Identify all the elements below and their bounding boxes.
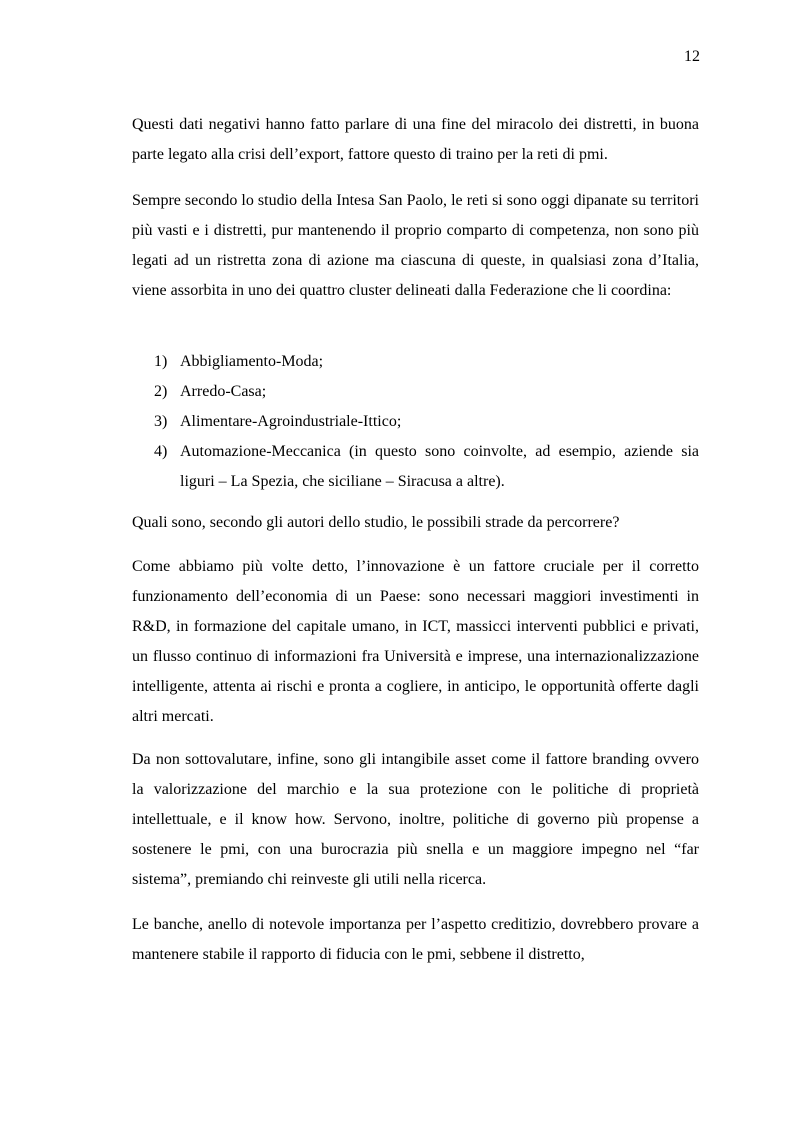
list-item-number: 4) xyxy=(154,443,168,460)
paragraph-text: Da non sottovalutare, infine, sono gli intangibile asset come il fattore branding ovvero la valorizzazione del marchio e la sua protezione con le politiche di proprietà intellettuale, e il know how. Servono, inoltre, politiche di governo più propense a sostenere le pmi, con una burocrazia più snella e un maggiore impegno nel “far sistema”, premiando chi reinveste gli utili nella ricerca. xyxy=(132,751,699,888)
list-item-text: Arredo-Casa; xyxy=(180,383,267,400)
paragraph-text: Quali sono, secondo gli autori dello studio, le possibili strade da percorrere? xyxy=(132,514,620,531)
list-item xyxy=(154,377,699,407)
paragraph-intangible-assets xyxy=(132,745,699,895)
list-item-number: 3) xyxy=(154,413,168,430)
list-item-number: 1) xyxy=(154,353,168,370)
list-item-text: Alimentare-Agroindustriale-Ittico; xyxy=(180,413,402,430)
list-item xyxy=(154,407,699,437)
paragraph-innovation xyxy=(132,552,699,732)
paragraph-text: Come abbiamo più volte detto, l’innovazione è un fattore cruciale per il corretto funzionamento dell’economia di un Paese: sono necessari maggiori investimenti in R&D, in formazione del capitale umano, in ICT, massicci interventi pubblici e privati, un flusso continuo di informazioni fra Università e imprese, una internazionalizzazione intelligente, attenta ai rischi e pronta a cogliere, in anticipo, le opportunità offerte dagli altri mercati. xyxy=(132,558,699,725)
paragraph-intesa-study xyxy=(132,186,699,306)
list-item-text: Automazione-Meccanica (in questo sono coinvolte, ad esempio, aziende sia liguri – La Spezia, che siciliane – Siracusa a altre). xyxy=(180,443,699,490)
paragraph-export-crisis xyxy=(132,110,699,170)
cluster-list xyxy=(154,347,699,497)
list-item-text: Abbigliamento-Moda; xyxy=(180,353,324,370)
paragraph-text: Questi dati negativi hanno fatto parlare di una fine del miracolo dei distretti, in buona parte legato alla crisi dell’export, fattore questo di traino per la reti di pmi. xyxy=(132,116,699,163)
paragraph-text: Le banche, anello di notevole importanza per l’aspetto creditizio, dovrebbero provare a mantenere stabile il rapporto di fiducia con le pmi, sebbene il distretto, xyxy=(132,916,699,963)
list-item xyxy=(154,437,699,497)
page-number: 12 xyxy=(684,48,700,65)
list-item xyxy=(154,347,699,377)
paragraph-banks xyxy=(132,910,699,970)
list-item-number: 2) xyxy=(154,383,168,400)
paragraph-text: Sempre secondo lo studio della Intesa San Paolo, le reti si sono oggi dipanate su territori più vasti e i distretti, pur mantenendo il proprio comparto di competenza, non sono più legati ad un ristretta zona di azione ma ciascuna di queste, in qualsiasi zona d’Italia, viene assorbita in uno dei quattro cluster delineati dalla Federazione che li coordina: xyxy=(132,192,699,299)
paragraph-question xyxy=(132,508,699,538)
